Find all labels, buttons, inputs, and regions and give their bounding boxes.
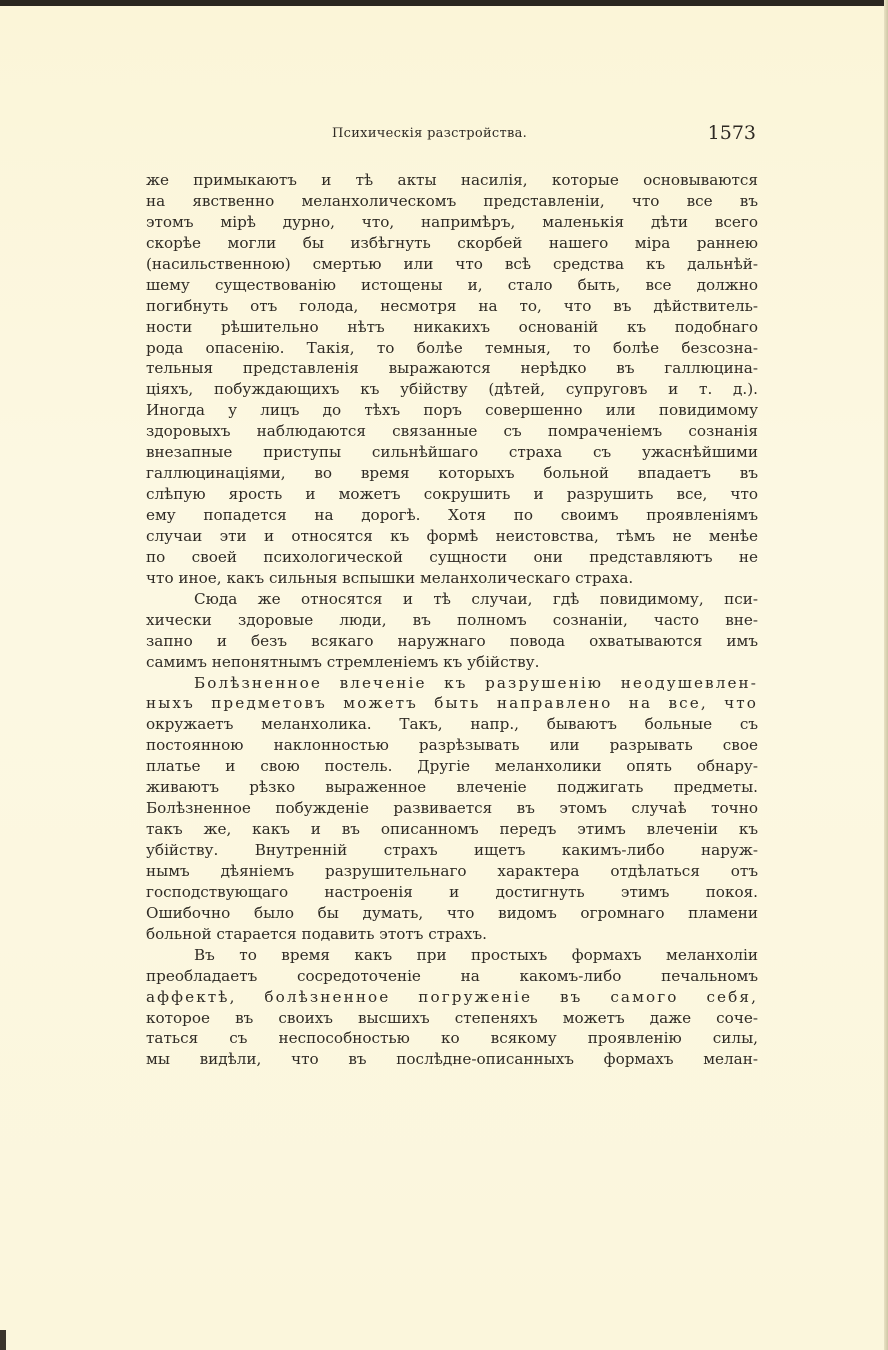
text-line: слѣпую ярость и можетъ сокрушить и разрушить все, что <box>146 485 758 504</box>
scan-top-edge <box>0 0 888 6</box>
text-line: живаютъ рѣзко выраженное влеченіе поджигать предметы. <box>146 778 758 797</box>
text-line: же примыкаютъ и тѣ акты насилія, которые основываются <box>146 171 758 189</box>
text-line: таться съ неспособностью ко всякому проявленію силы, <box>146 1029 758 1048</box>
text-line: Иногда у лицъ до тѣхъ поръ совершенно или повидимому <box>146 401 758 420</box>
text-line: преобладаетъ сосредоточеніе на какомъ-либо печальномъ <box>146 966 758 985</box>
text-line: такъ же, какъ и въ описанномъ передъ этимъ влеченіи къ <box>146 820 758 839</box>
text-line: ныхъ предметовъ можетъ быть направлено на все, что <box>146 694 758 713</box>
text-line: что иное, какъ сильныя вспышки меланхолическаго страха. <box>146 568 634 587</box>
text-line: платье и свою постель. Другіе меланхолики опять обнару- <box>146 757 758 776</box>
body-text <box>146 170 758 1070</box>
running-title: Психическія разстройства. <box>332 126 528 141</box>
text-line: Ошибочно было бы думать, что видомъ огромнаго пламени <box>146 903 758 922</box>
text-line: погибнуть отъ голода, несмотря на то, что въ дѣйствитель- <box>146 296 758 315</box>
text-line: (насильственною) смертью или что всѣ средства къ дальнѣй- <box>146 254 758 273</box>
text-line: больной старается подавить этотъ страхъ. <box>146 924 487 943</box>
text-line: тельныя представленія выражаются нерѣдко въ галлюцина- <box>146 359 758 378</box>
text-line: господствующаго настроенія и достигнуть этимъ покоя. <box>146 882 758 901</box>
page-number: 1573 <box>707 122 756 144</box>
text-line: самимъ непонятнымъ стремленіемъ къ убійству. <box>146 652 540 671</box>
text-line: мы видѣли, что въ послѣдне-описанныхъ формахъ мелан- <box>146 1050 758 1069</box>
text-line: запно и безъ всякаго наружнаго повода охватываются имъ <box>146 631 758 650</box>
text-line: рода опасенію. Такія, то болѣе темныя, то болѣе безсозна- <box>146 338 758 357</box>
text-line: галлюцинаціями, во время которыхъ больной впадаетъ въ <box>146 464 758 483</box>
text-line: окружаетъ меланхолика. Такъ, напр., бываютъ больные съ <box>146 715 758 734</box>
text-line: на явственно меланхолическомъ представленіи, что все въ <box>146 191 758 210</box>
text-line: Сюда же относятся и тѣ случаи, гдѣ повидимому, пси- <box>194 589 758 608</box>
text-line: Болѣзненное влеченіе къ разрушенію неодушевлен- <box>194 673 758 692</box>
text-line: ности рѣшительно нѣтъ никакихъ основаній къ подобнаго <box>146 317 758 336</box>
text-line: аффектѣ, болѣзненное погруженіе въ самого себя, <box>146 987 758 1006</box>
text-line: шему существованію истощены и, стало быть, все должно <box>146 275 758 294</box>
scan-right-edge <box>884 0 888 1350</box>
text-line: Въ то время какъ при простыхъ формахъ меланхоліи <box>194 945 758 964</box>
text-line: постоянною наклонностью разрѣзывать или разрывать свое <box>146 736 758 755</box>
text-line: случаи эти и относятся къ формѣ неистовства, тѣмъ не менѣе <box>146 526 758 545</box>
text-line: внезапные приступы сильнѣйшаго страха съ ужаснѣйшими <box>146 443 758 462</box>
text-line: нымъ дѣяніемъ разрушительнаго характера отдѣлаться отъ <box>146 861 758 880</box>
text-line: этомъ мірѣ дурно, что, напримѣръ, маленькія дѣти всего <box>146 212 758 231</box>
text-line: по своей психологической сущности они представляютъ не <box>146 547 758 566</box>
text-line: убійству. Внутренній страхъ ищетъ какимъ-либо наруж- <box>146 841 758 859</box>
text-line: ему попадется на дорогѣ. Хотя по своимъ проявленіямъ <box>146 506 758 524</box>
text-line: ціяхъ, побуждающихъ къ убійству (дѣтей, супруговъ и т. д.). <box>146 380 758 399</box>
text-line: которое въ своихъ высшихъ степеняхъ можетъ даже соче- <box>146 1008 758 1027</box>
scan-corner-mark <box>0 1330 6 1350</box>
text-line: хически здоровые люди, въ полномъ сознаніи, часто вне- <box>146 610 758 629</box>
text-line: скорѣе могли бы избѣгнуть скорбей нашего міра раннею <box>146 233 758 252</box>
text-line: здоровыхъ наблюдаются связанные съ помраченіемъ сознанія <box>146 422 758 441</box>
text-line: Болѣзненное побужденіе развивается въ этомъ случаѣ точно <box>146 799 758 818</box>
page-header <box>146 118 758 154</box>
